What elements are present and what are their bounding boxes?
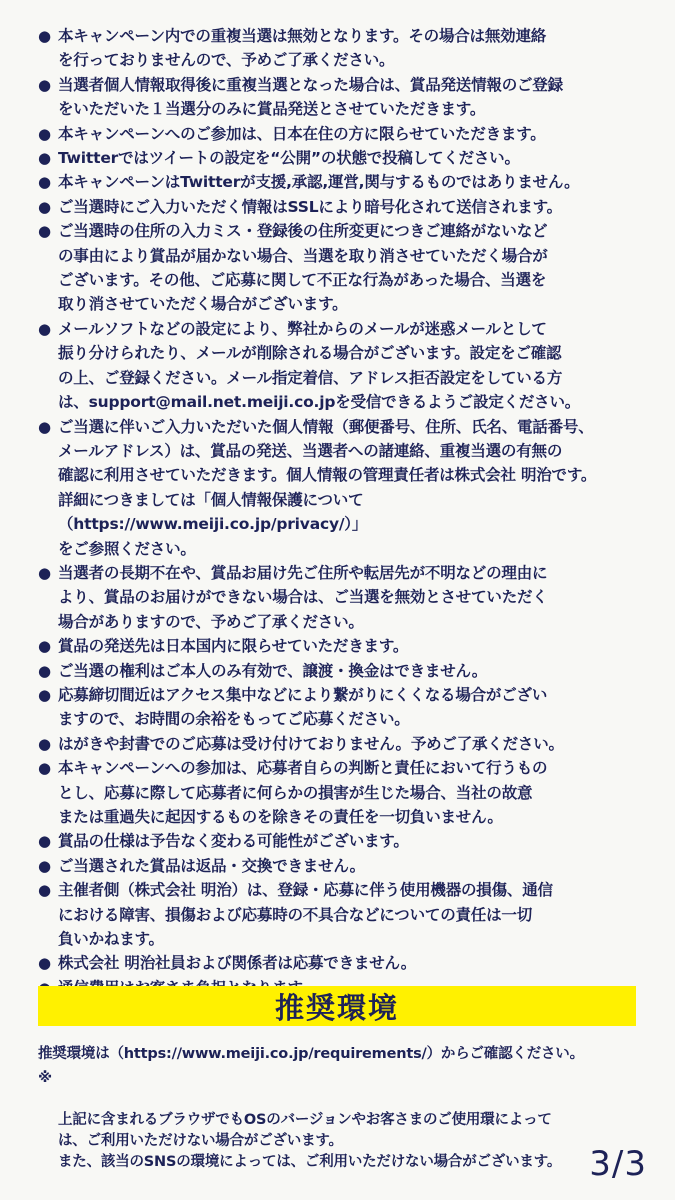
- note-item: [38, 854, 646, 878]
- note-item: [38, 24, 646, 73]
- note-text: ご当選に伴いご入力いただいた個人情報（郵便番号、住所、氏名、電話番号、 メールアドレス）は、賞品の発送、当選者への諸連絡、重複当選の有無の 確認に利用させていただきます。個人情報の管理責任者は株式会社 明治です。 詳細につきましては「個人情報保護について（https://www.meiji.co.jp/privacy/）」 をご参照ください。: [58, 417, 597, 558]
- bullet-icon: ●: [38, 759, 51, 778]
- note-text: ご当選時にご入力いただく情報はSSLにより暗号化されて送信されます。: [58, 197, 562, 216]
- bullet-icon: ●: [38, 856, 51, 875]
- recommended-environment-banner: [38, 986, 636, 1026]
- requirements-extra: また、該当のSNSの環境によっては、ご利用いただけない場合がございます。: [58, 1154, 562, 1170]
- section-title: 推奨環境: [274, 990, 399, 1025]
- requirements-line: 推奨環境は（https://www.meiji.co.jp/requirements/）からご確認ください。: [38, 1046, 584, 1062]
- note-item: [38, 829, 646, 853]
- bullet-icon: ●: [38, 563, 51, 582]
- note-item: [38, 683, 646, 732]
- bullet-icon: ●: [38, 319, 51, 338]
- note-text: 主催者側（株式会社 明治）は、登録・応募に伴う使用機器の損傷、通信 における障害、損傷および応募時の不具合などについての責任は一切 負いかねます。: [58, 881, 553, 949]
- note-item: [38, 170, 646, 194]
- notes-list: [38, 24, 646, 1000]
- note-text: 株式会社 明治社員および関係者は応募できません。: [58, 954, 417, 973]
- bullet-icon: ●: [38, 197, 51, 216]
- note-text: 本キャンペーンはTwitterが支援,承認,運営,関与するものではありません。: [58, 173, 580, 192]
- note-item: [38, 122, 646, 146]
- note-item: [38, 195, 646, 219]
- note-item: [38, 561, 646, 634]
- note-item: [38, 659, 646, 683]
- note-text: メールソフトなどの設定により、弊社からのメールが迷惑メールとして 振り分けられたり、メールが削除される場合がございます。設定をご確認 の上、ご登録ください。メール指定着信、アドレス拒否設定をしている方 は、support@mail.net.meiji.co.jpを受信できるようご設定ください。: [58, 319, 581, 412]
- note-item: [38, 756, 646, 829]
- note-text: 本キャンペーン内での重複当選は無効となります。その場合は無効連絡 を行っておりませんので、予めご了承ください。: [58, 27, 547, 70]
- note-item: [38, 878, 646, 951]
- requirements-note: [38, 1068, 648, 1152]
- note-item: [38, 317, 646, 415]
- note-text: はがきや封書でのご応募は受け付けておりません。予めご了承ください。: [58, 734, 564, 753]
- bullet-icon: ●: [38, 637, 51, 656]
- bullet-icon: ●: [38, 881, 51, 900]
- note-item: [38, 634, 646, 658]
- requirements-note-text: 上記に含まれるブラウザでもOSのバージョンやお客さまのご使用環によって は、ご利用いただけない場合がございます。: [58, 1112, 552, 1149]
- note-item: [38, 951, 646, 975]
- note-text: 賞品の仕様は予告なく変わる可能性がございます。: [58, 832, 409, 851]
- bullet-icon: ●: [38, 954, 51, 973]
- note-text: Twitterではツイートの設定を“公開”の状態で投稿してください。: [58, 149, 520, 168]
- bullet-icon: ●: [38, 417, 51, 436]
- note-mark-icon: ※: [38, 1070, 52, 1086]
- note-text: ご当選時の住所の入力ミス・登録後の住所変更につきご連絡がないなど の事由により賞品が届かない場合、当選を取り消させていただく場合が ございます。その他、ご応募に関して不正な行為があった場合、当選を 取り消させていただく場合がございます。: [58, 222, 548, 314]
- bullet-icon: ●: [38, 685, 51, 704]
- note-text: 当選者の長期不在や、賞品お届け先ご住所や転居先が不明などの理由に より、賞品のお届けができない場合は、ご当選を無効とさせていただく 場合がありますので、予めご了承ください。: [58, 563, 548, 631]
- note-item: [38, 146, 646, 170]
- requirements-block: [38, 1044, 648, 1173]
- note-text: 本キャンペーンへのご参加は、日本在住の方に限らせていただきます。: [58, 124, 546, 143]
- bullet-icon: ●: [38, 832, 51, 851]
- note-item: [38, 415, 646, 561]
- note-text: 応募締切間近はアクセス集中などにより繋がりにくくなる場合がござい ますので、お時間の余裕をもってご応募ください。: [58, 685, 548, 729]
- bullet-icon: ●: [38, 27, 51, 45]
- page-number: 3/3: [589, 1144, 647, 1184]
- bullet-icon: ●: [38, 222, 51, 241]
- bullet-icon: ●: [38, 75, 51, 94]
- bullet-icon: ●: [38, 661, 51, 680]
- note-text: ご当選された賞品は返品・交換できません。: [58, 856, 365, 875]
- note-item: [38, 219, 646, 317]
- bullet-icon: ●: [38, 173, 51, 192]
- note-text: 本キャンペーンへの参加は、応募者自らの判断と責任において行うもの とし、応募に際して応募者に何らかの損害が生じた場合、当社の故意 または重過失に起因するものを除きその責任を一切負いません。: [58, 759, 548, 826]
- note-item: [38, 73, 646, 122]
- bullet-icon: ●: [38, 149, 51, 168]
- note-text: 賞品の発送先は日本国内に限らせていただきます。: [58, 637, 409, 656]
- bullet-icon: ●: [38, 734, 51, 753]
- note-text: ご当選の権利はご本人のみ有効で、譲渡・換金はできません。: [58, 661, 488, 680]
- bullet-icon: ●: [38, 124, 51, 143]
- note-item: [38, 732, 646, 756]
- note-text: 当選者個人情報取得後に重複当選となった場合は、賞品発送情報のご登録 をいただいた１当選分のみに賞品発送とさせていただきます。: [58, 75, 563, 119]
